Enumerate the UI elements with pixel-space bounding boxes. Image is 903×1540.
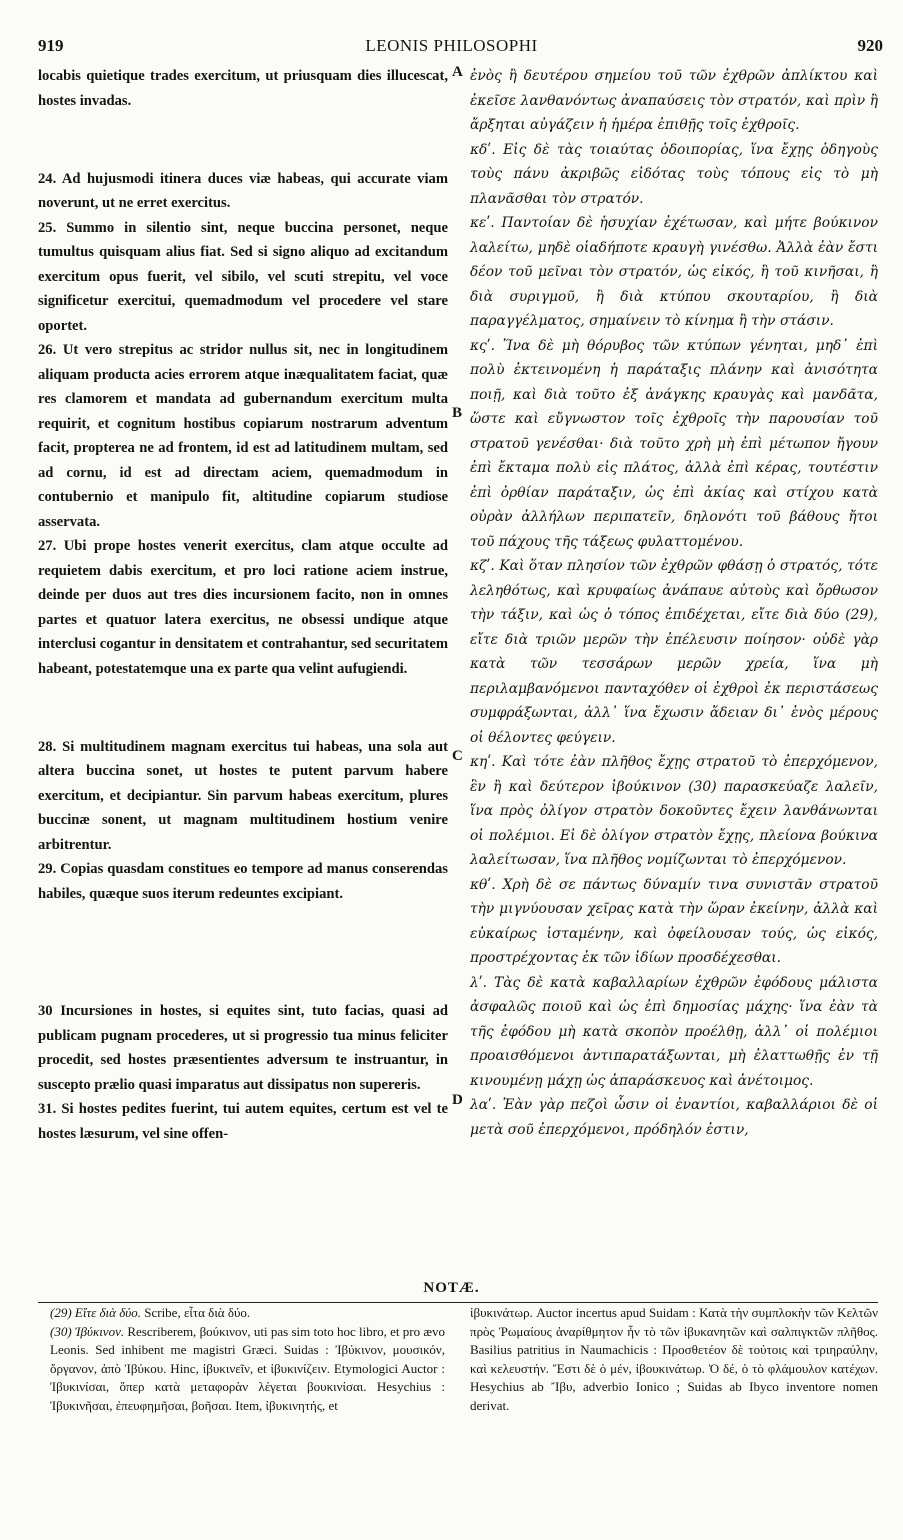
margin-marker-a: A [452, 64, 463, 80]
footnote-lemma: (30) Ἰβύκινον. [50, 1323, 125, 1339]
latin-paragraph: 26. Ut vero strepitus ac stridor nullus sit, nec in longitudinem aliquam producta acies errorem atque inæqualitatem faciat, quæ res clamorem et mandata ad gubernandum exercitum multa requirit, et cognitum hostibus copiarum nostrarum adventum facit, propterea ne ad frontem, id est ad latitudinem multam, sed ad cornu, id est ad directam aciem, quemadmodum in contubernio et manipulo fit, altitudine copiarum studiose asservata. [38, 342, 448, 530]
footnote-text: ἰβυκινάτωρ. Auctor incertus apud Suidam : Κατὰ τὴν συμπλοκὴν τῶν Κελτῶν πρὸς Ῥωμαίους ἀναρίθμητον ἦν τὸ τῶν ἰβυκανητῶν καὶ σαλπιγκτῶν πλῆθος. Basilius patritius in Naumachicis : Προσθετέον δὲ τούτοις καὶ τριηραύλην, καὶ κελευστήν. Ἔστι δὲ ὁ μέν, ἰβουκινάτωρ. Ὁ δέ, ὁ τὸ φλάμουλον κατέχων. Hesychius ab Ἴβυ, adverbio Ionico ; Suidas ab Ibyco inventore nomen derivat. [470, 1305, 878, 1413]
paragraph-spacer [38, 921, 448, 946]
greek-paragraph: κηʹ. Καὶ τότε ἐὰν πλῆθος ἔχῃς στρατοῦ τὸ ἐπερχόμενον, ἓν ἢ καὶ δεύτερον ἰβούκινον (30) παρασκεύαζε λαλεῖν, ἵνα πρὸς ὀλίγον στρατὸν δοκοῦντες ἔχειν λανθάνωνται οἱ πολέμιοι. Εἰ δὲ ὀλίγον στρατὸν ἔχῃς, πλείονα βούκινα λαλείτωσαν, ἵνα πλῆθος νομίζωνται τὸ ἐπερχόμενον. [470, 754, 878, 868]
latin-paragraph: locabis quietique trades exercitum, ut priusquam dies illucescat, hostes invadas. [38, 68, 448, 109]
latin-paragraph: 28. Si multitudinem magnam exercitus tui habeas, una sola aut altera buccina sonet, ut hostes te putent parvum habere exercitum, et decipiantur. Sin parvum habeas exercitum, plures buccinæ sonent, ut magnam multitudinem hostium venire arbitrentur. [38, 738, 448, 853]
paragraph-spacer [38, 960, 448, 985]
greek-paragraph: κζʹ. Καὶ ὅταν πλησίον τῶν ἐχθρῶν φθάσῃ ὁ στρατός, τότε λεληθότως, καὶ κρυφαίως ἀνάπαυε αὐτοὺς καὶ ὄρθωσον τὴν τάξιν, καὶ ὡς ὁ τόπος ἐπιδέχεται, εἴτε διὰ δύο (29), εἴτε διὰ τριῶν μερῶν τὴν ἐπέλευσιν ποίησον· οὐδὲ γὰρ κατὰ τῶν τεσσάρων μερῶν χρεία, ἵνα μὴ περιλαμβανόμενοι πανταχόθεν οἱ ἐχθροὶ ἐκ περιστάσεως συμφράξωνται, ἀλλ᾽ ἵνα ἔχωσιν ἄδειαν δι᾽ ἑνὸς μέρους οἱ θέλοντες φεύγειν. [470, 558, 878, 746]
latin-paragraph: 31. Si hostes pedites fuerint, tui autem equites, certum est vel te hostes læsurum, vel sine offen- [38, 1101, 448, 1142]
greek-paragraph: κθʹ. Χρὴ δὲ σε πάντως δύναμίν τινα συνιστᾶν στρατοῦ τὴν μιγνύουσαν χεῖρας κατὰ τὴν ὥραν ἐκείνην, ἀλλὰ καὶ εὐκαίρως ἱσταμένην, καὶ ὀφείλουσαν τούς, ὡς εἰκός, προστρέχοντας ἐκ τῶν ἰδίων προσδέχεσθαι. [470, 876, 878, 966]
greek-paragraph: κδʹ. Εἰς δὲ τὰς τοιαύτας ὁδοιπορίας, ἵνα ἔχῃς ὁδηγοὺς τοὺς πάνυ ἀκριβῶς εἰδότας τοὺς τόπους εἰς τὸ μὴ πλανᾶσθαι τὸν στρατόν. [470, 141, 878, 207]
margin-marker-d: D [452, 1092, 463, 1108]
page-header [0, 36, 903, 60]
footnote-text: Rescriberem, βούκινον, uti pas sim toto hoc libro, et pro ævo Leonis. Sed inhibent me magistri Græci. Suidas : Ἰβύκινον, μουσικόν, ὄργανον, ἀπὸ Ἰβύκου. Hinc, ἰβυκινεῖν, et ἰβυκινίζειν. Etymologici Auctor : Ἰβυκινίσαι, ὅπερ κατὰ μεταφορὰν λέγεται βουκινίσαι. Hesychius : Ἰβυκινῆσαι, ἐπευφημῆσαι, βοῆσαι. Item, ἰβυκινητής, et [50, 1323, 446, 1413]
greek-paragraph: κεʹ. Παντοίαν δὲ ἡσυχίαν ἐχέτωσαν, καὶ μήτε βούκινον λαλείτω, μηδὲ οἱαδήποτε κραυγὴ γινέσθω. Ἀλλὰ ἐὰν ἔστι δέον τοῦ μεῖναι τὸν στρατόν, ὡς εἰκός, ἢ τοῦ κινῆσαι, ἢ διὰ συριγμοῦ, ἢ διὰ κτύπου σκουταρίου, ἢ διὰ παραγγέλματος, σημαίνειν τὸ κίνημα ἢ τὴν στάσιν. [470, 215, 878, 329]
latin-paragraph: 27. Ubi prope hostes venerit exercitus, clam atque occulte ad requietem dabis exercitum, et pro loci ratione aciem instrue, deinde per duos aut tres dies incursionem facito, non in omnes partes et quatuor latera exercitus, ne obsessi undique atque interclusi cogantur in densitatem et contrahantur, sed securitatem habeant, potestatemque una ex parte qua velint aufugiendi. [38, 538, 448, 677]
margin-marker-c: C [452, 748, 463, 764]
greek-paragraph: ἑνὸς ἢ δευτέρου σημείου τοῦ τῶν ἐχθρῶν ἀπλίκτου καὶ ἐκεῖσε λανθανόντως ἀναπαύσεις τὸν στρατόν, καὶ πρὶν ἢ ἄρξηται αὐγάζειν ἡ ἡμέρα ἐπιθῇς τοῖς ἐχθροῖς. [470, 68, 878, 133]
greek-paragraph: λαʹ. Ἐὰν γὰρ πεζοὶ ὦσιν οἱ ἐναντίοι, καβαλλάριοι δὲ οἱ μετὰ σοῦ ἐπερχόμενοι, πρόδηλόν ἐστιν, [470, 1097, 878, 1138]
paragraph-spacer [38, 128, 448, 153]
latin-paragraph: 30 Incursiones in hostes, si equites sint, tuto facias, quasi ad publicam pugnam procederes, ut si progressio tua minus feliciter procedit, sed hostes præsentientes adversum te instruantur, in suscepto prælio quasi imparatus aut dissipatus non supereris. [38, 1003, 448, 1093]
latin-column [38, 64, 448, 1146]
notes-divider [38, 1302, 878, 1303]
page-number-left: 919 [38, 36, 64, 55]
footnote [50, 1304, 445, 1323]
notes-left-column [50, 1304, 445, 1416]
latin-paragraph: 25. Summo in silentio sint, neque buccina personet, neque tumultus quisquam alius fiat. Sed si signo aliquo ad excitandum exercitum opus fuerit, vel sibilo, vel scuti strepitu, vel voce significetur exercitui, quemadmodum vel procedere vel stare oportet. [38, 219, 448, 334]
notes-right-column [470, 1304, 878, 1416]
greek-paragraph: κςʹ. Ἵνα δὲ μὴ θόρυβος τῶν κτύπων γένηται, μηδ᾽ ἐπὶ πολὺ ἐκτεινομένη ἡ παράταξις πλάνην καὶ ἀνισότητα ποιῇ, καὶ διὰ τοῦτο ἐξ ἀνάγκης κραυγὰς καὶ μανδᾶτα, ὥστε καὶ εὔγνωστον τοῖς ἐχθροῖς τὴν παρουσίαν τοῦ στρατοῦ γενέσθαι· διὰ τοῦτο χρὴ μὴ ἐπὶ μέτωπον ἤγουν ἐπὶ ἔκταμα πολὺ εἰς πλάτος, ἀλλὰ ἐπὶ κέρας, τουτέστιν ἐπὶ ὀρθίαν παράταξιν, ὡς ἐπὶ ἀκίας καὶ στίχου κατὰ οὐρὰν ἀλλήλων περιπατεῖν, δηλονότι τοῦ βάθους ἤτοι τοῦ πάχους τῆς τάξεως φυλαττομένου. [470, 337, 878, 550]
margin-marker-b: B [452, 405, 463, 421]
greek-column [470, 64, 878, 1142]
footnote [470, 1304, 878, 1416]
footnote-text: Scribe, εἶτα διὰ δύο. [140, 1305, 251, 1320]
footnote [50, 1323, 445, 1416]
page-number-right: 920 [857, 36, 883, 55]
greek-paragraph: λʹ. Τὰς δὲ κατὰ καβαλλαρίων ἐχθρῶν ἐφόδους μάλιστα ἀσφαλῶς ποιοῦ καὶ ὡς ἐπὶ δημοσίας μάχης· ἵνα ἐὰν τὰ τῆς ἐφόδου μὴ κατὰ σκοπὸν προέλθῃ, ἀλλ᾽ οἱ πολέμιοι προαισθόμενοι ἀντιπαρατάξωνται, μὴ ἐλαττωθῇς ἐν τῇ κινουμένῃ μάχῃ ὡς ἀπαράσκευος καὶ ἀνέτοιμος. [470, 974, 878, 1089]
latin-paragraph: 29. Copias quasdam constitues eo tempore ad manus conserendas habiles, quæque suos iterum redeuntes excipiant. [38, 861, 448, 902]
footnote-lemma: (29) Εἴτε διὰ δύο. [50, 1305, 141, 1320]
paragraph-spacer [38, 696, 448, 721]
latin-paragraph: 24. Ad hujusmodi itinera duces viæ habeas, qui accurate viam noverunt, ut ne erret exercitus. [38, 170, 448, 212]
running-title: LEONIS PHILOSOPHI [365, 36, 538, 55]
notes-heading: NOTÆ. [423, 1280, 480, 1296]
